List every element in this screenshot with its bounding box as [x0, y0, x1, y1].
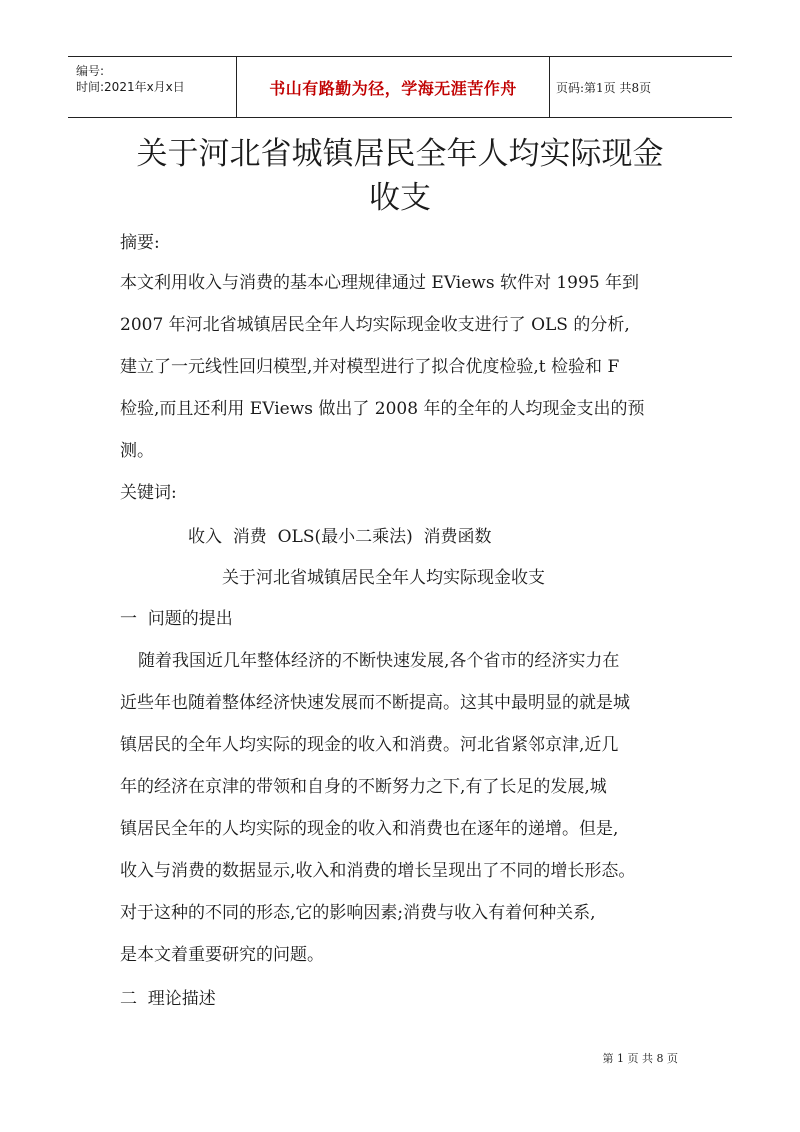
document-time: 时间:2021年x月x日 — [76, 80, 185, 94]
section-1-heading: 一 问题的提出 — [120, 609, 233, 629]
abstract-heading: 摘要: — [120, 233, 160, 253]
paragraph-line: 随着我国近几年整体经济的不断快速发展,各个省市的经济实力在 — [138, 651, 620, 671]
section-2-heading: 二 理论描述 — [120, 989, 216, 1009]
paragraph-line: 年的经济在京津的带领和自身的不断努力之下,有了长足的发展,城 — [120, 777, 607, 797]
header-motto: 书山有路勤为径，学海无涯苦作舟 — [236, 57, 550, 117]
abstract-line: 建立了一元线性回归模型,并对模型进行了拟合优度检验,t 检验和 F — [120, 357, 620, 377]
document-number-label: 编号: — [76, 64, 105, 78]
abstract-line: 测。 — [120, 441, 154, 461]
title-line-1: 关于河北省城镇居民全年人均实际现金 — [136, 136, 664, 172]
title-line-2: 收支 — [369, 180, 431, 216]
header-page-info: 页码:第1页 共8页 — [556, 80, 652, 95]
document-title — [100, 132, 700, 220]
abstract-line: 2007 年河北省城镇居民全年人均实际现金收支进行了 OLS 的分析, — [120, 315, 630, 335]
paragraph-line: 镇居民的全年人均实际的现金的收入和消费。河北省紧邻京津,近几 — [120, 735, 619, 755]
header-meta — [68, 57, 236, 117]
paragraph-line: 镇居民全年的人均实际的现金的收入和消费也在逐年的递增。但是, — [120, 819, 619, 839]
abstract-line: 检验,而且还利用 EViews 做出了 2008 年的全年的人均现金支出的预 — [120, 399, 645, 419]
paragraph-line: 近些年也随着整体经济快速发展而不断提高。这其中最明显的就是城 — [120, 693, 630, 713]
paragraph-line: 是本文着重要研究的问题。 — [120, 945, 324, 965]
section-subtitle: 关于河北省城镇居民全年人均实际现金收支 — [222, 568, 545, 588]
header-table — [68, 56, 732, 118]
paragraph-line: 对于这种的不同的形态,它的影响因素;消费与收入有着何种关系, — [120, 903, 596, 923]
paragraph-line: 收入与消费的数据显示,收入和消费的增长呈现出了不同的增长形态。 — [120, 861, 636, 881]
keywords-heading: 关键词: — [120, 483, 177, 503]
keywords-text: 收入 消费 OLS(最小二乘法) 消费函数 — [188, 527, 492, 547]
page-footer: 第 1 页 共 8 页 — [602, 1052, 678, 1065]
abstract-line: 本文利用收入与消费的基本心理规律通过 EViews 软件对 1995 年到 — [120, 273, 640, 293]
